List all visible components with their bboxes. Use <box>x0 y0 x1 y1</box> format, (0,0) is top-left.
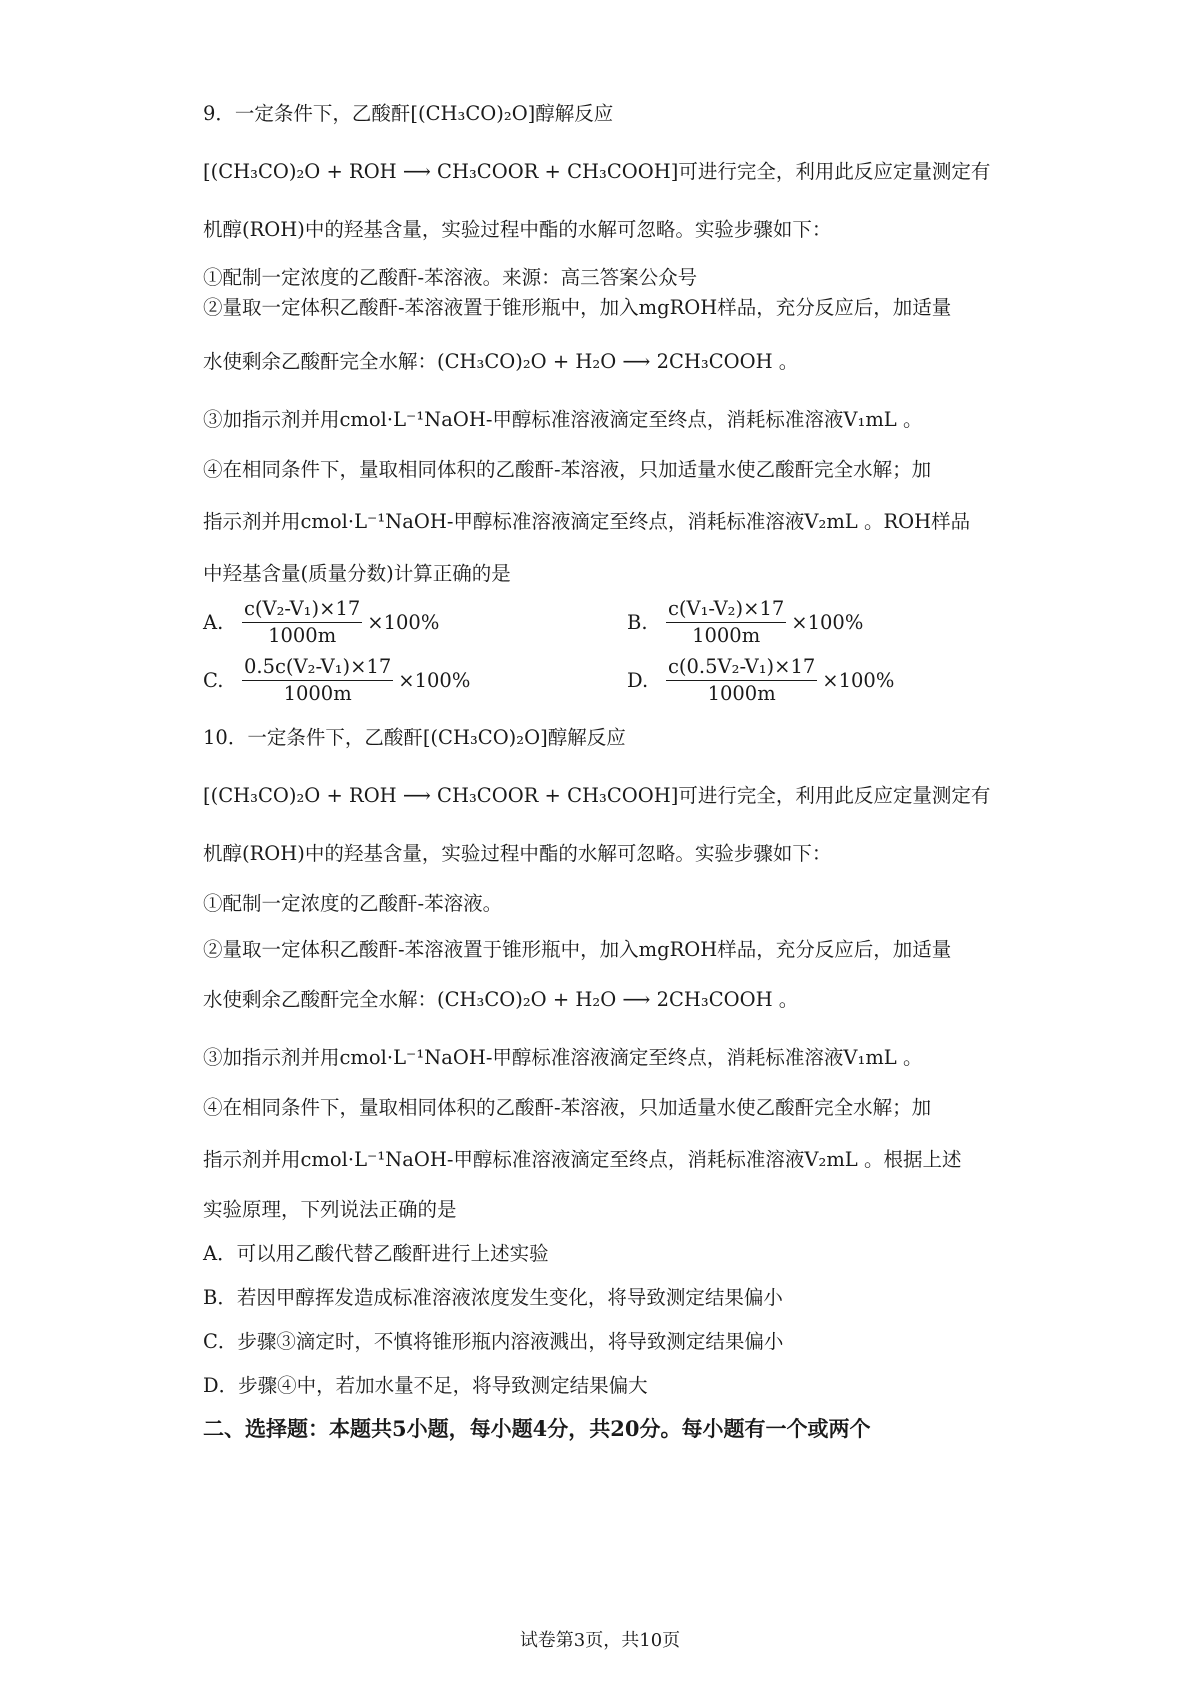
fraction-numerator: 0.5c(V₂-V₁)×17 <box>242 655 393 681</box>
q9-option-c <box>203 655 470 706</box>
fraction <box>242 655 393 706</box>
option-tail: ×100% <box>822 669 895 692</box>
q9-step4c: 中羟基含量(质量分数)计算正确的是 <box>203 562 511 585</box>
option-tail: ×100% <box>398 669 471 692</box>
q10-line2: [(CH₃CO)₂O + ROH ⟶ CH₃COOR + CH₃COOH]可进行完全，利用此反应定量测定有 <box>203 784 991 807</box>
q10-option-c: C．步骤③滴定时，不慎将锥形瓶内溶液溅出，将导致测定结果偏小 <box>203 1330 784 1353</box>
page-footer: 试卷第3页，共10页 <box>519 1630 681 1651</box>
q10-line3: 机醇(ROH)中的羟基含量，实验过程中酯的水解可忽略。实验步骤如下： <box>203 842 832 865</box>
q10-option-d: D．步骤④中，若加水量不足，将导致测定结果偏大 <box>203 1374 648 1397</box>
q9-options-row2 <box>203 655 1003 713</box>
section-heading: 二、选择题：本题共5小题，每小题4分，共20分。每小题有一个或两个 <box>203 1416 871 1441</box>
option-letter: D. <box>627 669 649 692</box>
q9-step3: ③加指示剂并用cmol·L⁻¹NaOH-甲醇标准溶液滴定至终点，消耗标准溶液V₁mL 。 <box>203 408 923 431</box>
fraction <box>242 597 362 648</box>
fraction-numerator: c(V₁-V₂)×17 <box>666 597 786 623</box>
q9-step4b: 指示剂并用cmol·L⁻¹NaOH-甲醇标准溶液滴定至终点，消耗标准溶液V₂mL 。ROH样品 <box>203 510 971 533</box>
q10-option-a: A．可以用乙酸代替乙酸酐进行上述实验 <box>203 1242 549 1265</box>
q10-step3: ③加指示剂并用cmol·L⁻¹NaOH-甲醇标准溶液滴定至终点，消耗标准溶液V₁mL 。 <box>203 1046 923 1069</box>
q9-line1: 9．一定条件下，乙酸酐[(CH₃CO)₂O]醇解反应 <box>203 102 614 125</box>
option-tail: ×100% <box>791 611 864 634</box>
q10-step4a: ④在相同条件下，量取相同体积的乙酸酐-苯溶液，只加适量水使乙酸酐完全水解；加 <box>203 1096 932 1119</box>
q9-step2b: 水使剩余乙酸酐完全水解：(CH₃CO)₂O + H₂O ⟶ 2CH₃COOH 。 <box>203 350 799 373</box>
q9-option-d <box>627 655 894 706</box>
option-letter: C. <box>203 669 224 692</box>
q9-step4a: ④在相同条件下，量取相同体积的乙酸酐-苯溶液，只加适量水使乙酸酐完全水解；加 <box>203 458 932 481</box>
option-letter: A. <box>203 611 224 634</box>
fraction-numerator: c(V₂-V₁)×17 <box>242 597 362 623</box>
q9-line3: 机醇(ROH)中的羟基含量，实验过程中酯的水解可忽略。实验步骤如下： <box>203 218 832 241</box>
q10-step2b: 水使剩余乙酸酐完全水解：(CH₃CO)₂O + H₂O ⟶ 2CH₃COOH 。 <box>203 988 799 1011</box>
fraction-denominator: 1000m <box>283 682 352 705</box>
q9-line2: [(CH₃CO)₂O + ROH ⟶ CH₃COOR + CH₃COOH]可进行完全，利用此反应定量测定有 <box>203 160 991 183</box>
q9-step2a: ②量取一定体积乙酸酐-苯溶液置于锥形瓶中，加入mgROH样品，充分反应后，加适量 <box>203 296 952 319</box>
q10-line1: 10．一定条件下，乙酸酐[(CH₃CO)₂O]醇解反应 <box>203 726 626 749</box>
fraction-denominator: 1000m <box>707 682 776 705</box>
q9-option-b <box>627 597 863 648</box>
q9-options-row1 <box>203 597 1003 655</box>
fraction <box>666 597 786 648</box>
q10-step2a: ②量取一定体积乙酸酐-苯溶液置于锥形瓶中，加入mgROH样品，充分反应后，加适量 <box>203 938 952 961</box>
q10-step4b: 指示剂并用cmol·L⁻¹NaOH-甲醇标准溶液滴定至终点，消耗标准溶液V₂mL 。根据上述 <box>203 1148 962 1171</box>
fraction-denominator: 1000m <box>692 624 761 647</box>
q9-option-a <box>203 597 439 648</box>
option-tail: ×100% <box>367 611 440 634</box>
q10-step4c: 实验原理，下列说法正确的是 <box>203 1198 457 1221</box>
option-letter: B. <box>627 611 648 634</box>
q9-step1: ①配制一定浓度的乙酸酐-苯溶液。来源：高三答案公众号 <box>203 266 698 289</box>
fraction <box>666 655 817 706</box>
fraction-denominator: 1000m <box>268 624 337 647</box>
q10-option-b: B．若因甲醇挥发造成标准溶液浓度发生变化，将导致测定结果偏小 <box>203 1286 783 1309</box>
q10-step1: ①配制一定浓度的乙酸酐-苯溶液。 <box>203 892 503 915</box>
fraction-numerator: c(0.5V₂-V₁)×17 <box>666 655 817 681</box>
